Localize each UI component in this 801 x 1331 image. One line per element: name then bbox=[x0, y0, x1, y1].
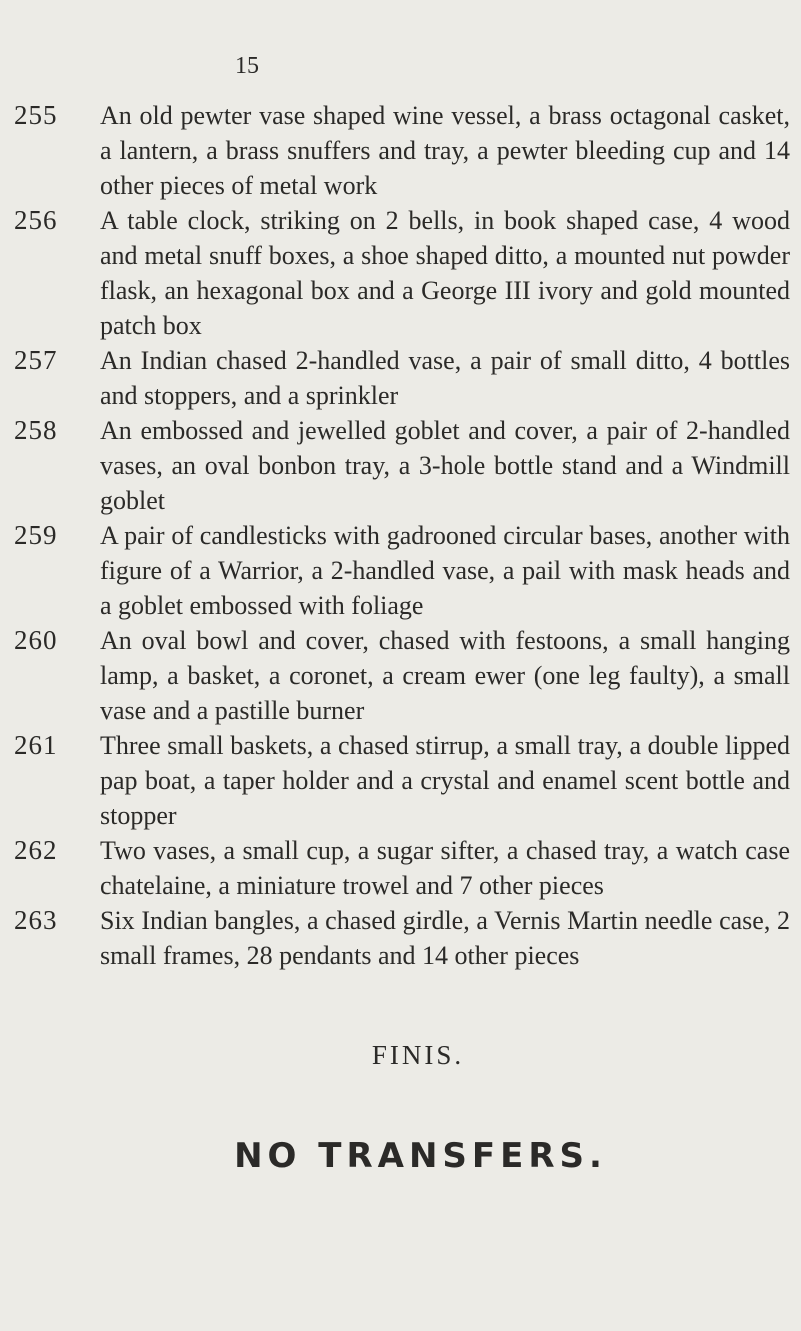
lot-description: An Indian chased 2-handled vase, a pair of small ditto, 4 bottles and stoppers, and a sprinkler bbox=[100, 346, 790, 410]
finis-heading: FINIS. bbox=[371, 1040, 465, 1070]
lot-item bbox=[0, 728, 801, 833]
lot-item bbox=[0, 98, 801, 203]
lot-item bbox=[0, 623, 801, 728]
lot-item bbox=[0, 343, 801, 413]
lot-item bbox=[0, 413, 801, 518]
lot-number: 258 bbox=[14, 415, 58, 445]
lot-number: 262 bbox=[14, 835, 58, 865]
no-transfers-notice: NO TRANSFERS. bbox=[234, 1136, 607, 1176]
lot-description: An oval bowl and cover, chased with festoons, a small hanging lamp, a basket, a coronet, a cream ewer (one leg faulty), a small vase and a pastille burner bbox=[100, 626, 790, 725]
lot-item bbox=[0, 518, 801, 623]
lot-list bbox=[0, 98, 801, 973]
page-number: 15 bbox=[235, 53, 259, 79]
lot-description: Six Indian bangles, a chased girdle, a Vernis Martin needle case, 2 small frames, 28 pendants and 14 other pieces bbox=[100, 906, 790, 970]
lot-description: An old pewter vase shaped wine vessel, a brass octagonal casket, a lantern, a brass snuffers and tray, a pewter bleeding cup and 14 other pieces of metal work bbox=[100, 101, 790, 200]
lot-description: A table clock, striking on 2 bells, in book shaped case, 4 wood and metal snuff boxes, a shoe shaped ditto, a mounted nut powder flask, an hexagonal box and a George III ivory and gold mounted patch box bbox=[100, 206, 790, 340]
lot-number: 263 bbox=[14, 905, 58, 935]
lot-number: 261 bbox=[14, 730, 58, 760]
lot-number: 255 bbox=[14, 100, 58, 130]
lot-item bbox=[0, 203, 801, 343]
lot-description: Two vases, a small cup, a sugar sifter, a chased tray, a watch case chatelaine, a miniature trowel and 7 other pieces bbox=[100, 836, 790, 900]
lot-number: 257 bbox=[14, 345, 58, 375]
lot-description: Three small baskets, a chased stirrup, a small tray, a double lipped pap boat, a taper holder and a crystal and enamel scent bottle and stopper bbox=[100, 731, 790, 830]
lot-description: A pair of candlesticks with gadrooned circular bases, another with figure of a Warrior, a 2-handled vase, a pail with mask heads and a goblet embossed with foliage bbox=[100, 521, 790, 620]
lot-number: 260 bbox=[14, 625, 58, 655]
lot-item bbox=[0, 903, 801, 973]
lot-number: 259 bbox=[14, 520, 58, 550]
lot-item bbox=[0, 833, 801, 903]
lot-description: An embossed and jewelled goblet and cover, a pair of 2-handled vases, an oval bonbon tray, a 3-hole bottle stand and a Windmill goblet bbox=[100, 416, 790, 515]
lot-number: 256 bbox=[14, 205, 58, 235]
